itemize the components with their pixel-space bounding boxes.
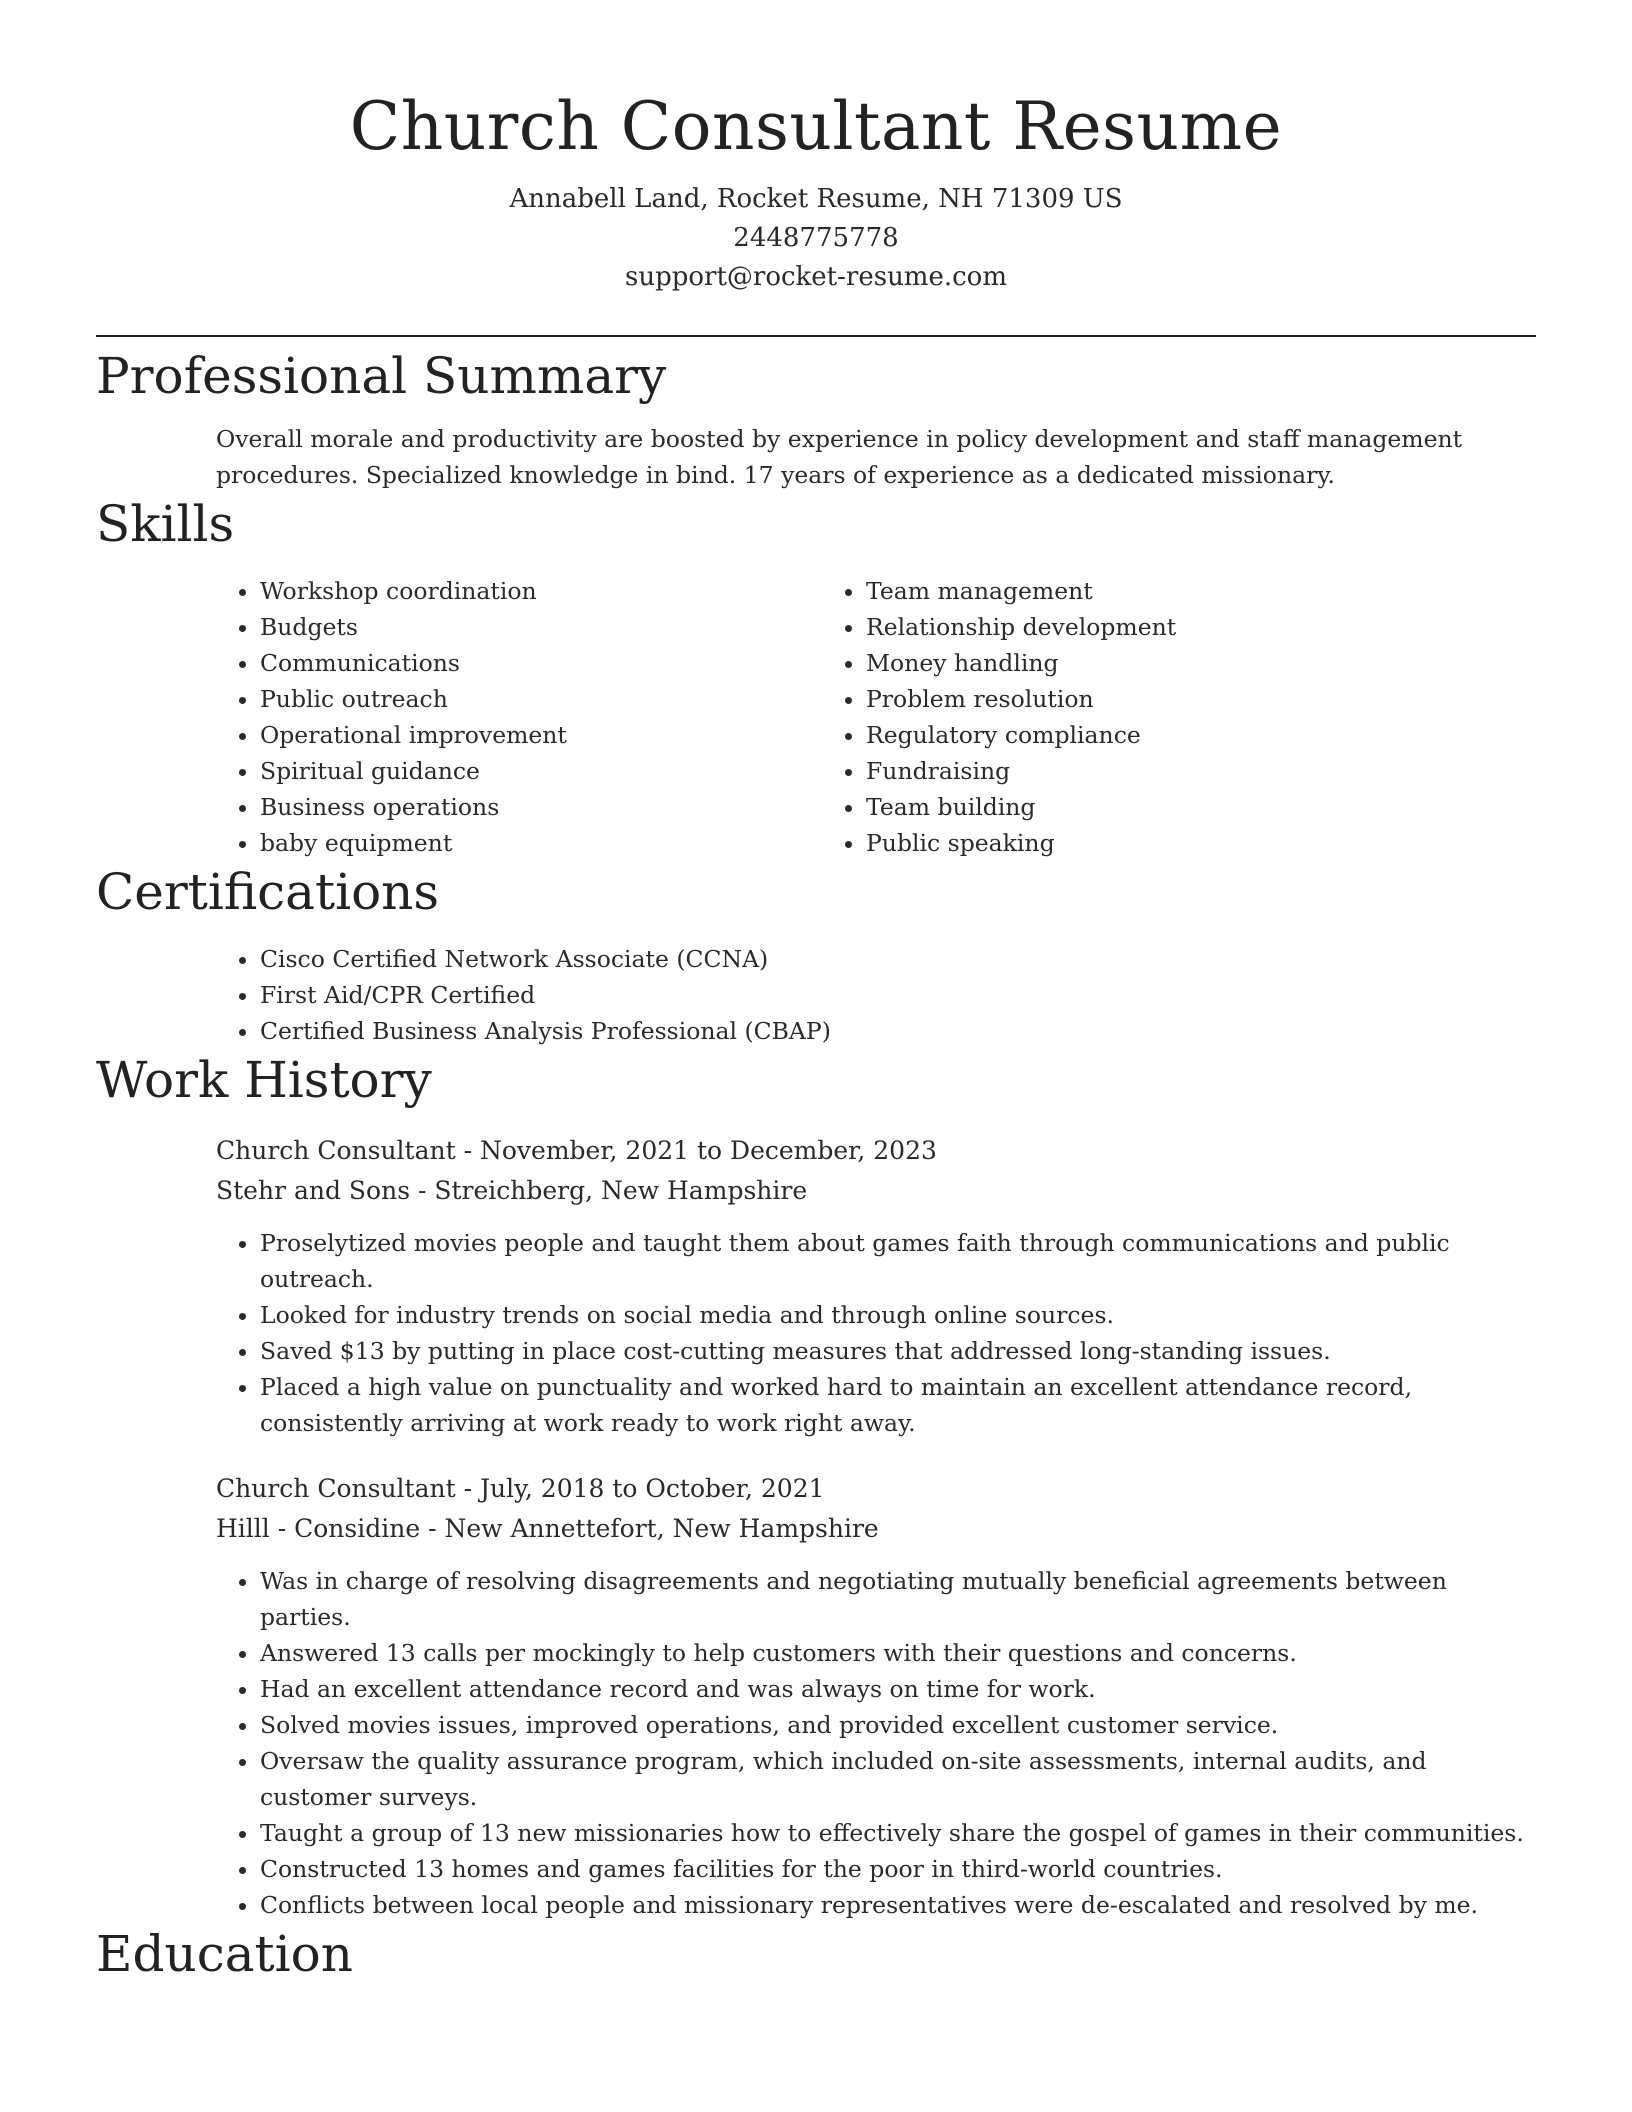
skill-item: • Workshop coordination bbox=[260, 573, 822, 609]
skills-left-list bbox=[216, 573, 822, 861]
contact-block bbox=[96, 180, 1536, 297]
duty-item: • Taught a group of 13 new missionaries how to effectively share the gospel of games in their communities. bbox=[260, 1815, 1536, 1851]
skill-item: • Regulatory compliance bbox=[866, 717, 1428, 753]
contact-email: support@rocket-resume.com bbox=[624, 262, 1007, 292]
job-company-line: Stehr and Sons - Streichberg, New Hampshire bbox=[216, 1176, 808, 1205]
job-company-line: Hilll - Considine - New Annettefort, New Hampshire bbox=[216, 1514, 879, 1543]
certification-item: • First Aid/CPR Certified bbox=[260, 977, 1536, 1013]
contact-address: Annabell Land, Rocket Resume, NH 71309 US bbox=[509, 184, 1123, 214]
duty-item: • Had an excellent attendance record and was always on time for work. bbox=[260, 1671, 1536, 1707]
certification-item: • Certified Business Analysis Professional (CBAP) bbox=[260, 1013, 1536, 1049]
skill-item: • Public speaking bbox=[866, 825, 1428, 861]
certifications-list bbox=[216, 941, 1536, 1049]
skill-item: • Fundraising bbox=[866, 753, 1428, 789]
certification-item: • Cisco Certified Network Associate (CCNA) bbox=[260, 941, 1536, 977]
summary-heading: Professional Summary bbox=[96, 347, 667, 405]
header-divider bbox=[96, 335, 1536, 337]
skill-item: • Business operations bbox=[260, 789, 822, 825]
skill-item: • Operational improvement bbox=[260, 717, 822, 753]
summary-text: Overall morale and productivity are boosted by experience in policy development and staff management procedures. Specialized knowledge in bind. 17 years of experience as a dedicated missionary. bbox=[216, 425, 1463, 489]
duty-item: • Constructed 13 homes and games facilities for the poor in third-world countries. bbox=[260, 1851, 1536, 1887]
skill-item: • baby equipment bbox=[260, 825, 822, 861]
duty-item: • Saved $13 by putting in place cost-cutting measures that addressed long-standing issues. bbox=[260, 1333, 1536, 1369]
skill-item: • Communications bbox=[260, 645, 822, 681]
job-entry bbox=[216, 1131, 1536, 1441]
duty-item: • Was in charge of resolving disagreements and negotiating mutually beneficial agreements between parties. bbox=[260, 1563, 1536, 1635]
skills-right-list bbox=[822, 573, 1428, 861]
skill-item: • Spiritual guidance bbox=[260, 753, 822, 789]
education-heading: Education bbox=[96, 1925, 353, 1983]
resume-page bbox=[96, 0, 1536, 1985]
skill-item: • Money handling bbox=[866, 645, 1428, 681]
duty-item: • Oversaw the quality assurance program, which included on-site assessments, internal audits, and customer surveys. bbox=[260, 1743, 1536, 1815]
duty-item: • Answered 13 calls per mockingly to help customers with their questions and concerns. bbox=[260, 1635, 1536, 1671]
duty-item: • Proselytized movies people and taught them about games faith through communications and public outreach. bbox=[260, 1225, 1536, 1297]
job-duties-list bbox=[216, 1563, 1536, 1923]
duty-item: • Looked for industry trends on social media and through online sources. bbox=[260, 1297, 1536, 1333]
skill-item: • Public outreach bbox=[260, 681, 822, 717]
duty-item: • Solved movies issues, improved operations, and provided excellent customer service. bbox=[260, 1707, 1536, 1743]
duty-item: • Placed a high value on punctuality and worked hard to maintain an excellent attendance record, consistently arriving at work ready to work right away. bbox=[260, 1369, 1536, 1441]
job-entry bbox=[216, 1469, 1536, 1923]
work-history-heading: Work History bbox=[96, 1051, 432, 1109]
certifications-heading: Certifications bbox=[96, 863, 440, 921]
skill-item: • Team management bbox=[866, 573, 1428, 609]
skill-item: • Team building bbox=[866, 789, 1428, 825]
skill-item: • Problem resolution bbox=[866, 681, 1428, 717]
skills-columns bbox=[216, 573, 1536, 861]
job-title-line: Church Consultant - November, 2021 to December, 2023 bbox=[216, 1136, 937, 1165]
skills-heading: Skills bbox=[96, 495, 235, 553]
job-duties-list bbox=[216, 1225, 1536, 1441]
contact-phone: 2448775778 bbox=[733, 223, 899, 253]
duty-item: • Conflicts between local people and missionary representatives were de-escalated and resolved by me. bbox=[260, 1887, 1536, 1923]
job-title-line: Church Consultant - July, 2018 to October, 2021 bbox=[216, 1474, 825, 1503]
skill-item: • Budgets bbox=[260, 609, 822, 645]
skill-item: • Relationship development bbox=[866, 609, 1428, 645]
resume-title: Church Consultant Resume bbox=[349, 88, 1283, 165]
